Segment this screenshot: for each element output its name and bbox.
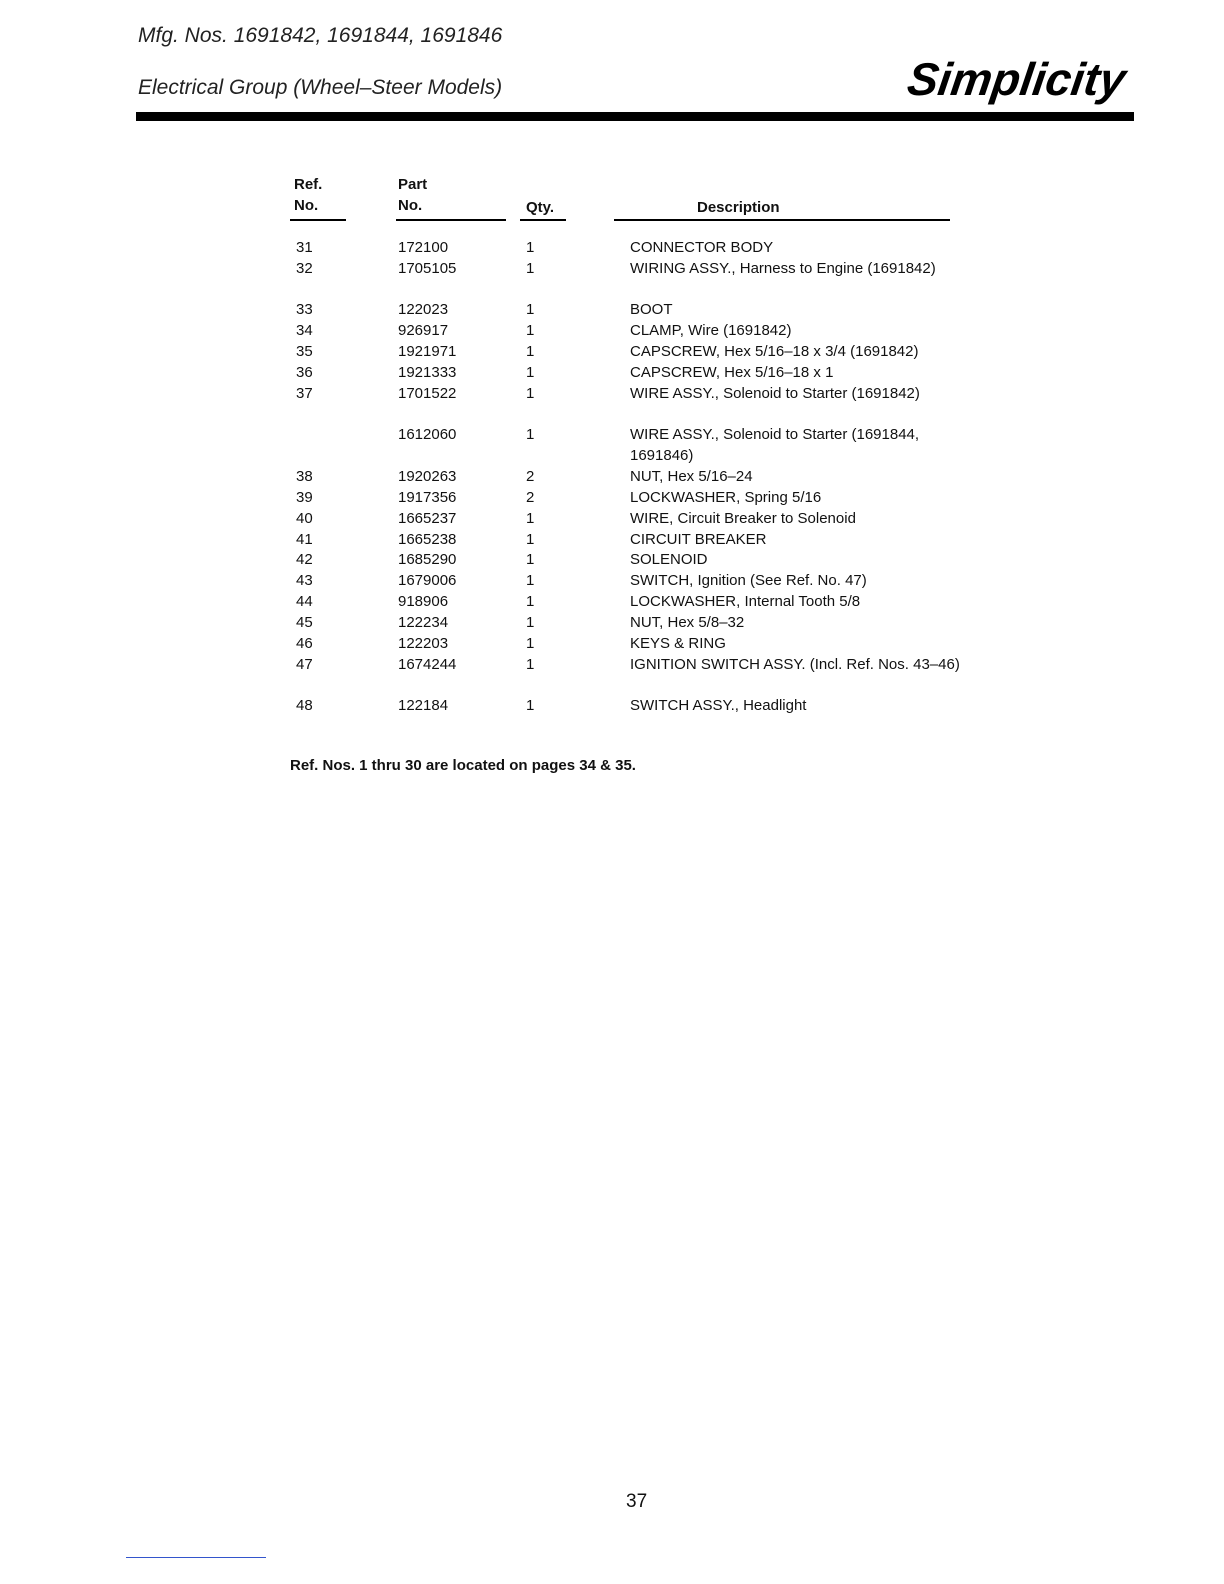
ref-no: 36 bbox=[296, 364, 313, 381]
description: WIRE ASSY., Solenoid to Starter (1691842) bbox=[630, 385, 920, 402]
ref-no: 47 bbox=[296, 656, 313, 673]
part-no: 172100 bbox=[398, 239, 449, 256]
qty: 1 bbox=[526, 426, 535, 443]
ref-no: 32 bbox=[296, 260, 313, 277]
qty: 1 bbox=[526, 301, 535, 318]
ref-no: 48 bbox=[296, 697, 313, 714]
description: LOCKWASHER, Spring 5/16 bbox=[630, 489, 822, 506]
part-no: 122023 bbox=[398, 301, 449, 318]
table-row bbox=[0, 695, 1224, 737]
table-row bbox=[0, 424, 1224, 466]
description: BOOT bbox=[630, 301, 673, 318]
ref-no: 33 bbox=[296, 301, 313, 318]
part-no: 122234 bbox=[398, 614, 449, 631]
footnote: Ref. Nos. 1 thru 30 are located on pages 34 & 35. bbox=[290, 757, 636, 774]
qty: 1 bbox=[526, 593, 535, 610]
qty: 1 bbox=[526, 343, 535, 360]
qty: 1 bbox=[526, 635, 535, 652]
description: CLAMP, Wire (1691842) bbox=[630, 322, 792, 339]
part-no: 1612060 bbox=[398, 426, 457, 443]
ref-no: 40 bbox=[296, 510, 313, 527]
part-no: 1705105 bbox=[398, 260, 457, 277]
ref-no: 37 bbox=[296, 385, 313, 402]
header-rule bbox=[136, 112, 1134, 121]
description: IGNITION SWITCH ASSY. (Incl. Ref. Nos. 43–46) bbox=[630, 656, 960, 673]
ref-no: 38 bbox=[296, 468, 313, 485]
group-title: Electrical Group (Wheel–Steer Models) bbox=[138, 76, 503, 99]
header-rule-ref bbox=[290, 219, 346, 221]
ref-no: 45 bbox=[296, 614, 313, 631]
part-no: 1921333 bbox=[398, 364, 457, 381]
ref-no: 44 bbox=[296, 593, 313, 610]
description: CAPSCREW, Hex 5/16–18 x 1 bbox=[630, 364, 834, 381]
ref-no: 31 bbox=[296, 239, 313, 256]
description: CIRCUIT BREAKER bbox=[630, 531, 767, 548]
description: LOCKWASHER, Internal Tooth 5/8 bbox=[630, 593, 861, 610]
header-rule-part bbox=[396, 219, 506, 221]
part-no: 1917356 bbox=[398, 489, 457, 506]
header-rule-desc bbox=[614, 219, 950, 221]
ref-no: 35 bbox=[296, 343, 313, 360]
ref-no: 46 bbox=[296, 635, 313, 652]
qty: 1 bbox=[526, 385, 535, 402]
part-no: 1685290 bbox=[398, 551, 457, 568]
description: NUT, Hex 5/8–32 bbox=[630, 614, 745, 631]
ref-no: 41 bbox=[296, 531, 313, 548]
description: CAPSCREW, Hex 5/16–18 x 3/4 (1691842) bbox=[630, 343, 919, 360]
header-rule-qty bbox=[520, 219, 566, 221]
part-no: 122184 bbox=[398, 697, 449, 714]
bottom-underline bbox=[126, 1557, 266, 1558]
description: SWITCH, Ignition (See Ref. No. 47) bbox=[630, 572, 867, 589]
qty: 1 bbox=[526, 697, 535, 714]
qty: 1 bbox=[526, 531, 535, 548]
description: SOLENOID bbox=[630, 551, 708, 568]
ref-no: 34 bbox=[296, 322, 313, 339]
qty: 2 bbox=[526, 468, 535, 485]
table-row bbox=[0, 654, 1224, 696]
part-no: 1665237 bbox=[398, 510, 457, 527]
page-number: 37 bbox=[626, 1491, 648, 1512]
header-description: Description bbox=[697, 199, 780, 216]
qty: 1 bbox=[526, 510, 535, 527]
header-part-line2: No. bbox=[398, 197, 423, 214]
qty: 1 bbox=[526, 614, 535, 631]
qty: 2 bbox=[526, 489, 535, 506]
description: CONNECTOR BODY bbox=[630, 239, 774, 256]
qty: 1 bbox=[526, 572, 535, 589]
brand-logo: Simplicity bbox=[904, 53, 1129, 105]
ref-no: 42 bbox=[296, 551, 313, 568]
ref-no: 39 bbox=[296, 489, 313, 506]
part-no: 1920263 bbox=[398, 468, 457, 485]
mfg-numbers: Mfg. Nos. 1691842, 1691844, 1691846 bbox=[138, 24, 503, 47]
ref-no: 43 bbox=[296, 572, 313, 589]
description: NUT, Hex 5/16–24 bbox=[630, 468, 753, 485]
part-no: 1701522 bbox=[398, 385, 457, 402]
part-no: 1921971 bbox=[398, 343, 457, 360]
qty: 1 bbox=[526, 551, 535, 568]
part-no: 1674244 bbox=[398, 656, 457, 673]
header-ref-line1: Ref. bbox=[294, 176, 323, 193]
part-no: 1665238 bbox=[398, 531, 457, 548]
part-no: 918906 bbox=[398, 593, 449, 610]
part-no: 926917 bbox=[398, 322, 449, 339]
header-part-line1: Part bbox=[398, 176, 428, 193]
qty: 1 bbox=[526, 239, 535, 256]
header-ref-line2: No. bbox=[294, 197, 319, 214]
part-no: 122203 bbox=[398, 635, 449, 652]
table-row bbox=[0, 383, 1224, 425]
part-no: 1679006 bbox=[398, 572, 457, 589]
description: SWITCH ASSY., Headlight bbox=[630, 697, 807, 714]
table-row bbox=[0, 258, 1224, 300]
qty: 1 bbox=[526, 322, 535, 339]
qty: 1 bbox=[526, 656, 535, 673]
qty: 1 bbox=[526, 260, 535, 277]
description: KEYS & RING bbox=[630, 635, 726, 652]
description: WIRE ASSY., Solenoid to Starter (1691844, 1691846) bbox=[630, 426, 920, 464]
description: WIRE, Circuit Breaker to Solenoid bbox=[630, 510, 856, 527]
qty: 1 bbox=[526, 364, 535, 381]
description: WIRING ASSY., Harness to Engine (1691842) bbox=[630, 260, 936, 277]
header-qty: Qty. bbox=[526, 199, 555, 216]
